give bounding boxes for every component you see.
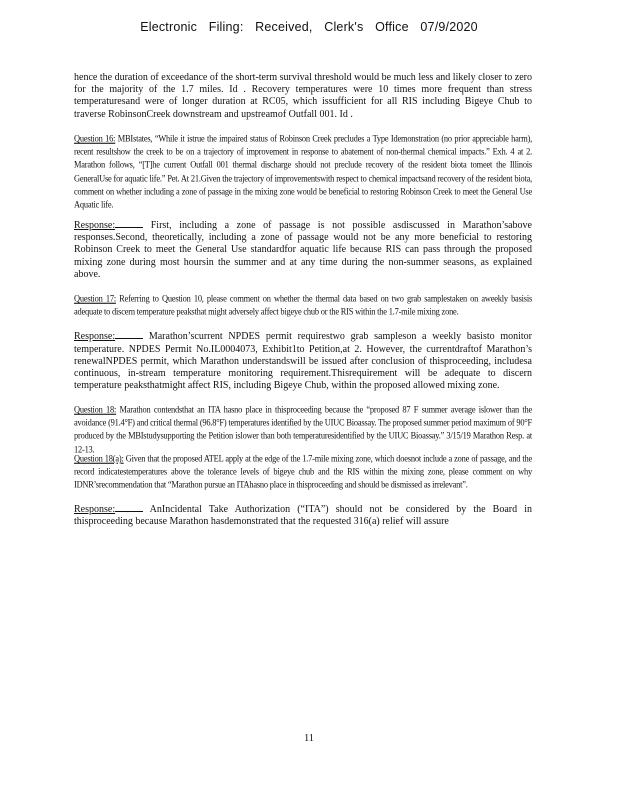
question-label: Question 18: xyxy=(74,405,117,416)
response-17 xyxy=(74,329,532,392)
response-text: Marathon’scurrent NPDES permit requirestwo grab sampleson a weekly basisto monitor temperature. NPDES Permit No.IL0004073, Exhibit1to Petition,at 2. However, the currentdraftof Marathon’s renewalNPDES permit, which Marathon understandswill be issued after conclusion of thisproceeding, includesa continuous, in-stream temperature monitoring requirement.Thisrequirement will be adequate to discern temperature peaksthatmight affect RIS, including Bigeye Chub, within the proposed allowed mixing zone. xyxy=(74,331,533,392)
question-label: Question 18(a): xyxy=(74,454,124,465)
question-text: Marathon contendsthat an ITA hasno place in thisproceeding because the “proposed 87 F summer average islower than the avoidance (91.4°F) and critical thermal (96.8°F) temperatures identified by the UIUC Bioassay. The proposed summer period maximum of 90°F produced by the MBIstudysupporting the Petition islower than both temperaturesidentified by the UIUC Bioassay.” 3/15/19 Marathon Resp. at 12-13. xyxy=(74,405,532,455)
paragraph-continuation xyxy=(74,72,532,121)
response-label: Response: xyxy=(74,220,116,232)
question-16 xyxy=(74,133,532,212)
response-16 xyxy=(74,218,532,281)
document-body xyxy=(74,72,532,528)
question-18 xyxy=(74,404,532,457)
paragraph-gap xyxy=(74,392,532,404)
question-label: Question 17: xyxy=(74,294,116,304)
electronic-filing-header: Electronic Filing: Received, Clerk's Office 07/9/2020 xyxy=(140,20,478,34)
question-text: MBIstates, “While it istrue the impaired status of Robinson Creek precludes a Type Idemonstration (no prior appreciable harm), recent resultshow the creek to be on a trajectory of improvement in response to abatement of non-thermal chemical impacts.” Exh. 4 at 2. Marathon follows, “[T]he current Outfall 001 thermal discharge should not preclude recovery of the resident biota tomeet the Illinois GeneralUse for aquatic life.” Pet. At 21.Given the trajectory of improvementswith respect to chemical impactsand recovery of the resident biota, comment on whether including a zone of passage in the mixing zone would be beneficial to restoring Robinson Creek to meet the General Use Aquatic life. xyxy=(74,133,533,210)
paragraph-gap xyxy=(74,281,532,293)
response-18a xyxy=(74,502,532,528)
label-underline-rule xyxy=(115,502,143,512)
question-text: Given that the proposed ATEL apply at the edge of the 1.7-mile mixing zone, which doesnot include a zone of passage, and the record indicatestemperatures above the tolerance levels of bigeye chub and the RIS within the mixing zone, please comment on why IDNR’srecommendation that “Marathon pursue an ITAhasno place in thisproceeding and should be dismissed as irrelevant”. xyxy=(74,454,532,491)
page-number: 11 xyxy=(303,733,315,744)
response-text: AnIncidental Take Authorization (“ITA”) should not be considered by the Board in thisproceeding because Marathon hasdemonstrated that the requested 316(a) relief will assure xyxy=(74,503,532,528)
question-18a xyxy=(74,453,532,493)
question-17 xyxy=(74,293,532,319)
response-label: Response: xyxy=(74,331,116,343)
question-text: Referring to Question 10, please comment on whether the thermal data based on two grab samplestaken on aweekly basisis adequate to discern temperature peaksthat might adversely affect bigeye chub or the RIS within the 1.7-mile mixing zone. xyxy=(74,294,532,318)
label-underline-rule xyxy=(115,329,143,339)
response-text: First, including a zone of passage is not possible asdiscussed in Marathon’sabove responses.Second, theoretically, including a zone of passage would not be any more beneficial to restoring Robinson Creek to meet the General Use standardfor aquatic life because RIS can pass through the proposed mixing zone during most hoursin the summer and at any time during the non-summer seasons, as explained above. xyxy=(74,220,532,280)
response-label: Response: xyxy=(74,503,116,515)
paragraph-gap xyxy=(74,121,532,133)
paragraph-text: hence the duration of exceedance of the short-term survival threshold would be much less and likely closer to zero for the majority of the 1.7 miles. Id . Recovery temperatures were 10 times more frequent than stress temperaturesand were of longer duration at RC05, which issufficient for all RIS including Bigeye Chub to traverse RobinsonCreek downstream and upstreamof Outfall 001. Id . xyxy=(74,72,532,120)
label-underline-rule xyxy=(115,218,143,228)
question-label: Question 16: xyxy=(74,133,116,144)
